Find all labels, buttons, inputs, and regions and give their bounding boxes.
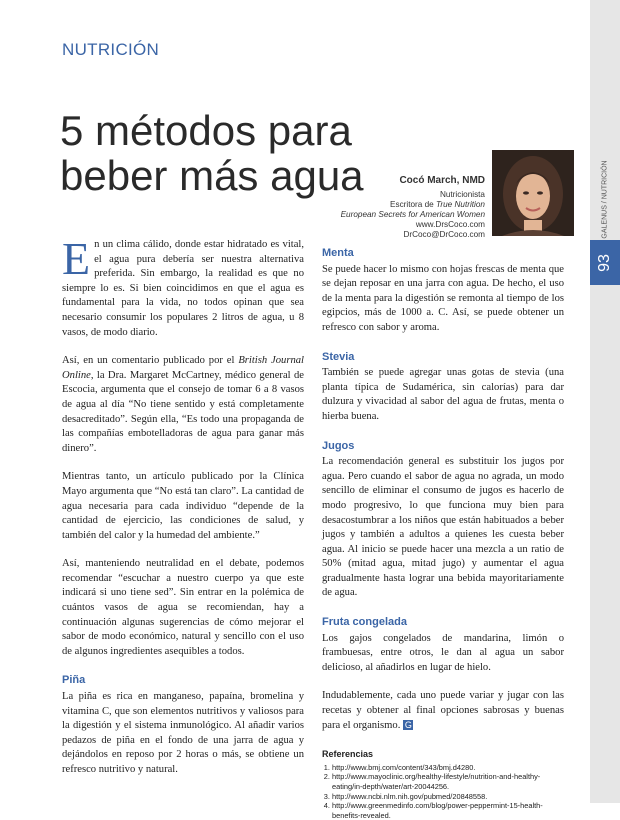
subheading-fruta: Fruta congelada xyxy=(322,616,407,629)
author-block xyxy=(290,176,485,240)
author-email: DrCoco@DrCoco.com xyxy=(403,230,485,239)
author-photo xyxy=(492,150,574,236)
article-title: 5 métodos para beber más agua xyxy=(60,107,364,200)
intro-paragraph: En un clima cálido, donde estar hidratado es vital, el agua pura debería ser nuestra alternativa preferida. Sin embargo, la realidad es que no siempre lo es. Si bien coincidimos en que el agua es fundamental para la vida, no todos opinan que sea necesario consumir los populares 2 litros de agua, u 8 vasos, de modo diario. xyxy=(62,233,304,338)
page-number: 93 xyxy=(590,240,620,285)
reference-link[interactable]: 3. http://www.ncbi.nlm.nih.gov/pubmed/20848558. xyxy=(332,792,564,802)
author-website: www.DrsCoco.com xyxy=(415,220,485,229)
subheading-jugos: Jugos xyxy=(322,439,355,452)
section-label: NUTRICIÓN xyxy=(62,40,160,59)
author-book-subtitle: European Secrets for American Women xyxy=(340,210,485,219)
sidebar-band xyxy=(590,0,620,803)
reference-link[interactable]: 2. http://www.mayoclinic.org/healthy-lifestyle/nutrition-and-healthy-eating/in-depth/water/art-20044256. xyxy=(332,772,564,791)
author-role: Nutricionista xyxy=(439,190,485,199)
column-right xyxy=(322,246,564,820)
paragraph: Así, en un comentario publicado por el British Journal Online, la Dra. Margaret McCartney, médico general de Escocia, argumenta que el consejo de tomar 6 a 8 vasos de agua al día “No tiene sentido y está completamente desacreditado”. Según ella, “Es todo una propaganda de las compañías embotelladoras de agua para ganar más dinero”. xyxy=(62,355,304,454)
author-name: Cocó March, NMD xyxy=(399,175,485,186)
column-left xyxy=(62,233,304,792)
subheading-pina: Piña xyxy=(62,674,86,687)
subheading-stevia: Stevia xyxy=(322,350,355,363)
paragraph: La recomendación general es substituir los jugos por agua. Pero cuando el sabor de agua no agrada, un modo sencillo de eliminar el consumo de jugos es hacerlo de modo progresivo, lo que funciona muy bien para desacostumbrar a los niños que están habituados a beber jugos y también a adultos a quienes les cuesta beber agua. Al inicio se puede hacer una mezcla a un ratio de 50% (mitad agua, mitad jugo) y aumentar el agua gradualmente hasta lograr una bebida mayoritariamente de agua. xyxy=(322,456,564,599)
reference-link[interactable]: 1. http://www.bmj.com/content/343/bmj.d4280. xyxy=(332,763,564,773)
subheading-menta: Menta xyxy=(322,247,354,259)
paragraph: Así, manteniendo neutralidad en el debate, podemos recomendar “escuchar a nuestro cuerpo ya que este indicará si uno tiene sed”. Sin entrar en la polémica de cuántos vasos de agua se recomiendan, hay a continuación algunas sugerencias de cómo mejorar el sabor de modo económico, natural y sencillo con el uso de algunos ingredientes asequibles a todos. xyxy=(62,558,304,657)
paragraph: Se puede hacer lo mismo con hojas frescas de menta que se dejan reposar en una jarra con agua. De hecho, el uso de la menta para la digestión se remonta al tiempo de los egipcios, más de 1000 a. C. Así, se puede obtener un refresco con sabor y aroma. xyxy=(322,263,564,333)
sidebar-section-label: GALENUS / NUTRICIÓN xyxy=(601,160,609,239)
references-title: Referencias xyxy=(322,749,374,760)
paragraph: La piña es rica en manganeso, papaína, bromelina y vitamina C, que son elementos nutritivos y valiosos para la digestión y el sistema inmunológico. Al añadir varios pedazos de piña en el fondo de una jarra de agua y dejándolos en reposo por 2 horas o más, se obtiene un refresco nutritivo y natural. xyxy=(62,691,304,775)
end-mark-icon: G xyxy=(404,720,412,731)
closing-paragraph: Indudablemente, cada uno puede variar y jugar con las recetas y obtener al final opciones sabrosas y buenas para el organismo. G xyxy=(322,690,564,731)
reference-link[interactable]: 4. http://www.greenmedinfo.com/blog/power-peppermint-15-health-benefits-revealed. xyxy=(332,801,564,820)
paragraph: También se puede agregar unas gotas de stevia (una planta típica de Sudamérica, sin calorías) para dar dulzura y vivacidad al sabor del agua de frutas, menta o hierba buena. xyxy=(322,367,564,422)
drop-cap: E xyxy=(62,233,91,284)
references-list xyxy=(322,763,564,820)
paragraph: Mientras tanto, un artículo publicado por la Clínica Mayo argumenta que “No está tan claro”. La cantidad de agua necesaria para cada individuo “depende de la cantidad de ejercicio, las condiciones de salud, y también del calor y la humedad del ambiente.” xyxy=(62,471,304,541)
author-book: Escritora de True Nutrition xyxy=(390,200,485,209)
paragraph: Los gajos congelados de mandarina, limón o frambuesas, entre otros, le dan al agua un sabor delicioso, al añadirlos en lugar de hielo. xyxy=(322,632,564,673)
